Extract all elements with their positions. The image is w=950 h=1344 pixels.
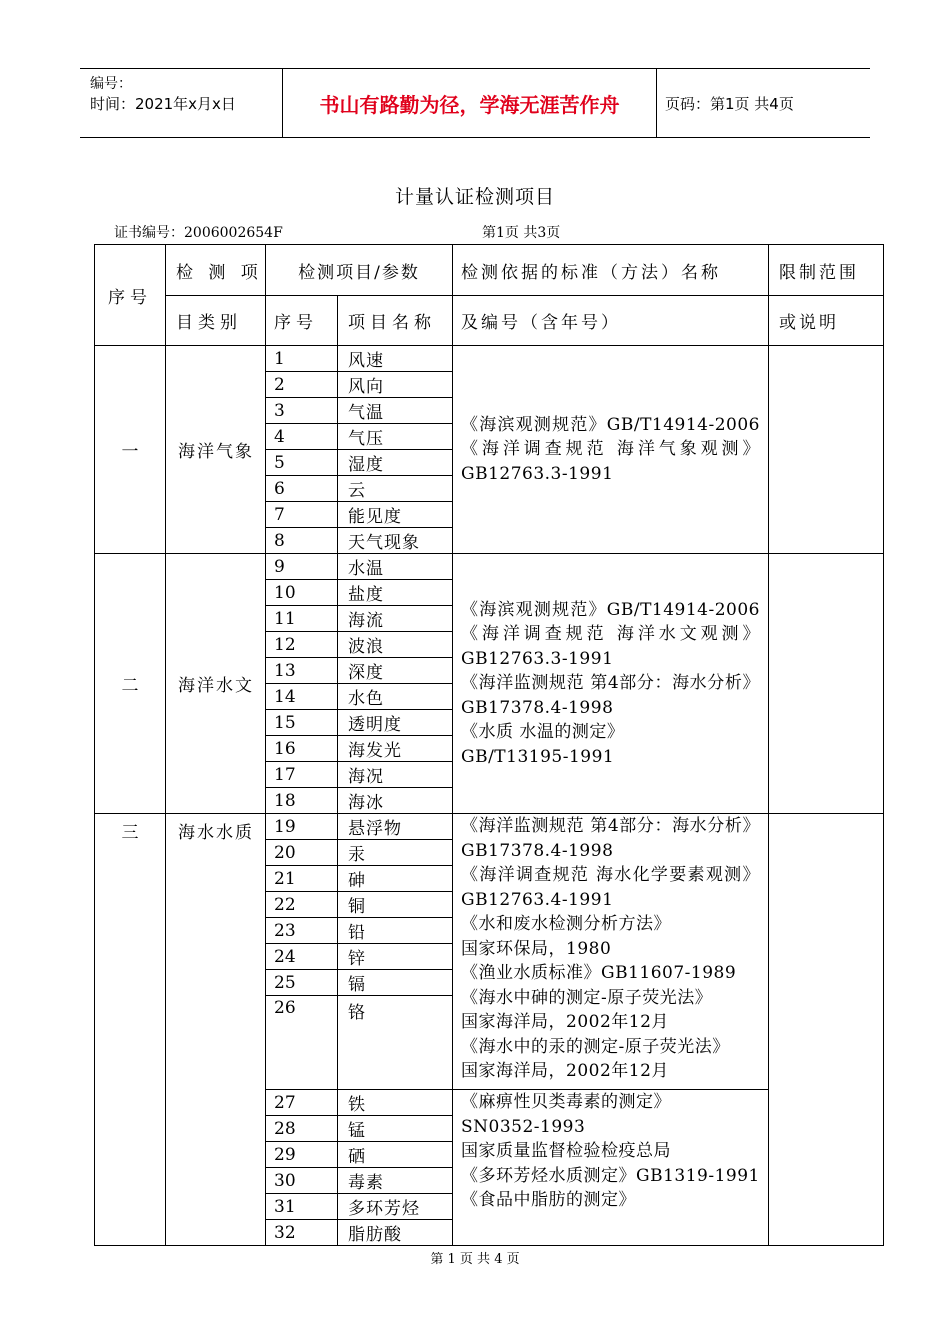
item-name: 锌 [338, 944, 453, 970]
group-standard-text: 《海滨观测规范》GB/T14914-2006《海洋调查规范 海洋气象观测》GB12763.3-1991 [461, 414, 760, 484]
item-name: 铜 [338, 892, 453, 918]
item-no: 24 [266, 944, 338, 970]
group-limit [769, 814, 884, 1246]
header-item-name: 项目名称 [338, 296, 453, 346]
header-item-no: 序号 [266, 296, 338, 346]
item-name: 铅 [338, 918, 453, 944]
item-name: 湿度 [338, 450, 453, 476]
group-category: 海洋水文 [166, 554, 266, 814]
page-footer: 第 1 页 共 4 页 [430, 1252, 520, 1267]
header-category-2: 目类别 [166, 296, 266, 346]
item-name: 硒 [338, 1142, 453, 1168]
item-name: 天气现象 [338, 528, 453, 554]
item-no: 29 [266, 1142, 338, 1168]
group-standard [453, 554, 769, 814]
group-standard-b-text: 《麻痹性贝类毒素的测定》 SN0352-1993 国家质量监督检验检疫总局 《多环芳烃水质测定》GB1319-1991 《食品中脂肪的测定》 [461, 1092, 760, 1210]
item-no: 3 [266, 398, 338, 424]
header-category-1: 检 测 项 [166, 245, 266, 296]
item-name: 波浪 [338, 632, 453, 658]
item-name: 多环芳烃 [338, 1194, 453, 1220]
item-name: 透明度 [338, 710, 453, 736]
item-name: 汞 [338, 840, 453, 866]
item-name: 气压 [338, 424, 453, 450]
item-no: 9 [266, 554, 338, 580]
certificate-number: 证书编号：2006002654F [114, 225, 283, 241]
header-limit-2: 或说明 [769, 296, 884, 346]
item-no: 2 [266, 372, 338, 398]
header-left-cell [80, 69, 282, 137]
item-name: 风向 [338, 372, 453, 398]
group-limit [769, 554, 884, 814]
item-name: 镉 [338, 970, 453, 996]
header-standard-2: 及编号（含年号） [453, 296, 769, 346]
table-row [95, 814, 884, 840]
header-limit-1: 限制范围 [769, 245, 884, 296]
item-no: 30 [266, 1168, 338, 1194]
item-no: 25 [266, 970, 338, 996]
item-no: 16 [266, 736, 338, 762]
header-standard-1: 检测依据的标准（方法）名称 [453, 245, 769, 296]
item-name: 水色 [338, 684, 453, 710]
item-no: 28 [266, 1116, 338, 1142]
item-name: 海发光 [338, 736, 453, 762]
group-standard-a-text: 《海洋监测规范 第4部分：海水分析》GB17378.4-1998 《海洋调查规范 海水化学要素观测》GB12763.4-1991 《水和废水检测分析方法》 国家环保局，1980 《渔业水质标准》GB11607-1989 《海水中砷的测定-原子荧光法》 国家海洋局，2002年12月 《海水中的汞的测定-原子荧光法》 国家海洋局，2002年12月 [461, 816, 760, 1081]
item-no: 15 [266, 710, 338, 736]
item-no: 6 [266, 476, 338, 502]
header-item-param: 检测项目/参数 [266, 245, 453, 296]
inspection-items-table [94, 244, 884, 1246]
item-name: 盐度 [338, 580, 453, 606]
item-no: 19 [266, 814, 338, 840]
item-name: 海冰 [338, 788, 453, 814]
item-no: 26 [266, 996, 338, 1090]
item-no: 12 [266, 632, 338, 658]
time-label: 时间：2021年x月x日 [90, 95, 236, 113]
item-no: 10 [266, 580, 338, 606]
document-title: 计量认证检测项目 [394, 186, 555, 208]
group-category: 海洋气象 [166, 346, 266, 554]
item-name: 锰 [338, 1116, 453, 1142]
table-row [95, 554, 884, 580]
header-page-label: 页码：第1页 共4页 [665, 94, 794, 113]
group-standard-a [453, 814, 769, 1090]
item-no: 14 [266, 684, 338, 710]
item-name: 云 [338, 476, 453, 502]
item-no: 5 [266, 450, 338, 476]
item-no: 31 [266, 1194, 338, 1220]
item-no: 32 [266, 1220, 338, 1246]
group-standard-b [453, 1090, 769, 1246]
item-no: 22 [266, 892, 338, 918]
item-name: 毒素 [338, 1168, 453, 1194]
item-no: 27 [266, 1090, 338, 1116]
item-no: 13 [266, 658, 338, 684]
item-name: 气温 [338, 398, 453, 424]
page-header [80, 68, 870, 138]
item-no: 20 [266, 840, 338, 866]
item-name: 砷 [338, 866, 453, 892]
group-seq: 三 [95, 814, 166, 1246]
group-standard-text: 《海滨观测规范》GB/T14914-2006《海洋调查规范 海洋水文观测》GB12763.3-1991 《海洋监测规范 第4部分：海水分析》GB17378.4-1998 《水质 水温的测定》 GB/T13195-1991 [461, 599, 760, 767]
item-name: 悬浮物 [338, 814, 453, 840]
item-no: 4 [266, 424, 338, 450]
item-name: 能见度 [338, 502, 453, 528]
item-no: 1 [266, 346, 338, 372]
header-motto: 书山有路勤为径，学海无涯苦作舟 [282, 69, 657, 137]
table-row [95, 346, 884, 372]
item-name: 深度 [338, 658, 453, 684]
item-name: 水温 [338, 554, 453, 580]
item-name: 铬 [338, 996, 453, 1090]
item-no: 23 [266, 918, 338, 944]
group-standard [453, 346, 769, 554]
page-info: 第1页 共3页 [482, 225, 561, 241]
header-seq: 序号 [95, 245, 166, 346]
item-no: 21 [266, 866, 338, 892]
group-seq: 一 [95, 346, 166, 554]
group-seq: 二 [95, 554, 166, 814]
item-name: 海况 [338, 762, 453, 788]
group-category: 海水水质 [166, 814, 266, 1246]
number-label: 编号： [90, 76, 132, 92]
item-no: 7 [266, 502, 338, 528]
item-name: 风速 [338, 346, 453, 372]
item-name: 铁 [338, 1090, 453, 1116]
item-no: 18 [266, 788, 338, 814]
item-name: 脂肪酸 [338, 1220, 453, 1246]
item-name: 海流 [338, 606, 453, 632]
item-no: 11 [266, 606, 338, 632]
group-limit [769, 346, 884, 554]
item-no: 8 [266, 528, 338, 554]
item-no: 17 [266, 762, 338, 788]
